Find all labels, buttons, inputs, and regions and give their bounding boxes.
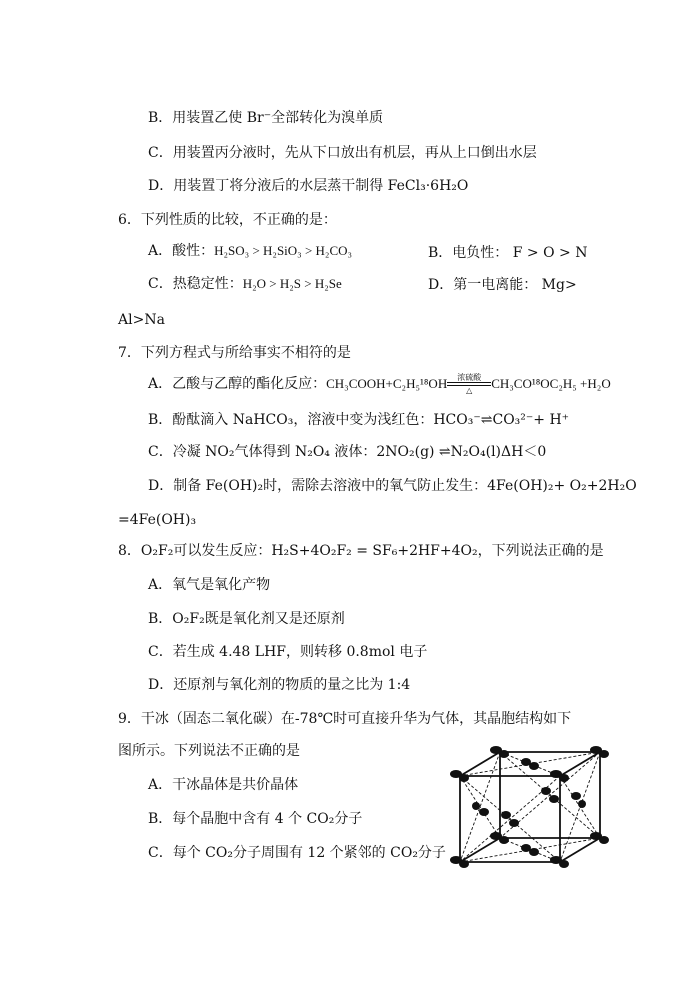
q7-option-d: D．制备 Fe(OH)₂时，需除去溶液中的氧气防止发生：4Fe(OH)₂+ O₂+2H₂O bbox=[148, 478, 637, 494]
q9-option-b: B．每个晶胞中含有 4 个 CO₂分子 bbox=[148, 811, 363, 827]
q9-option-c: C．每个 CO₂分子周围有 12 个紧邻的 CO₂分子 bbox=[148, 845, 446, 861]
dry-ice-unit-cell-diagram bbox=[444, 744, 619, 874]
reversible-arrow-icon bbox=[447, 373, 491, 395]
q7-option-a-label: A．乙酸与乙醇的酯化反应： bbox=[148, 376, 327, 392]
q7-option-c: C．冷凝 NO₂气体得到 N₂O₄ 液体：2NO₂(g) ⇌N₂O₄(l)ΔH＜0 bbox=[148, 444, 547, 460]
q8-option-b: B．O₂F₂既是氧化剂又是还原剂 bbox=[148, 611, 345, 627]
q6-option-d: D．第一电离能： Mg> bbox=[428, 277, 577, 293]
q8-option-d: D．还原剂与氧化剂的物质的量之比为 1:4 bbox=[148, 677, 411, 693]
q6-option-a-label: A．酸性： bbox=[148, 243, 215, 259]
q7-option-d-continued: =4Fe(OH)₃ bbox=[118, 512, 197, 528]
q5-option-d: D．用装置丁将分液后的水层蒸干制得 FeCl₃·6H₂O bbox=[148, 178, 469, 194]
q9-stem-continued: 图所示。下列说法不正确的是 bbox=[118, 743, 300, 759]
q6-option-b: B．电负性： F > O > N bbox=[428, 245, 588, 261]
heat-condition-label: △ bbox=[466, 386, 473, 395]
q5-option-c: C．用装置丙分液时，先从下口放出有机层，再从上口倒出水层 bbox=[148, 145, 537, 161]
q5-option-b: B．用装置乙使 Br⁻全部转化为溴单质 bbox=[148, 110, 384, 126]
q6-option-a-formula: H₂SO₃ > H₂SiO₃ > H₂CO₃ bbox=[214, 243, 353, 258]
q8-stem: 8．O₂F₂可以发生反应：H₂S+4O₂F₂ = SF₆+2HF+4O₂，下列说法正确的是 bbox=[118, 543, 604, 559]
catalyst-label: 浓硫酸 bbox=[457, 373, 482, 382]
q6-stem: 6．下列性质的比较，不正确的是： bbox=[118, 212, 337, 228]
q7-option-a bbox=[148, 373, 611, 395]
q7-option-b: B．酚酞滴入 NaHCO₃，溶液中变为浅红色：HCO₃⁻⇌CO₃²⁻+ H⁺ bbox=[148, 412, 570, 428]
q7-option-a-left: CH₃COOH+C₂H₅¹⁸OH bbox=[326, 376, 448, 391]
q9-stem: 9．干冰（固态二氧化碳）在-78℃时可直接升华为气体，其晶胞结构如下 bbox=[118, 711, 572, 727]
q6-option-c-formula: H₂O > H₂S > H₂Se bbox=[242, 276, 342, 291]
q6-option-c bbox=[148, 275, 342, 293]
q9-option-a: A．干冰晶体是共价晶体 bbox=[148, 777, 299, 793]
q7-stem: 7．下列方程式与所给事实不相符的是 bbox=[118, 345, 351, 361]
q7-option-a-right: CH₃CO¹⁸OC₂H₅ +H₂O bbox=[491, 376, 611, 391]
q6-option-d-continued: Al>Na bbox=[118, 312, 165, 328]
q8-option-a: A．氧气是氧化产物 bbox=[148, 577, 271, 593]
q6-option-a bbox=[148, 242, 352, 260]
q8-option-c: C．若生成 4.48 LHF，则转移 0.8mol 电子 bbox=[148, 644, 428, 660]
q6-option-c-label: C．热稳定性： bbox=[148, 276, 243, 292]
